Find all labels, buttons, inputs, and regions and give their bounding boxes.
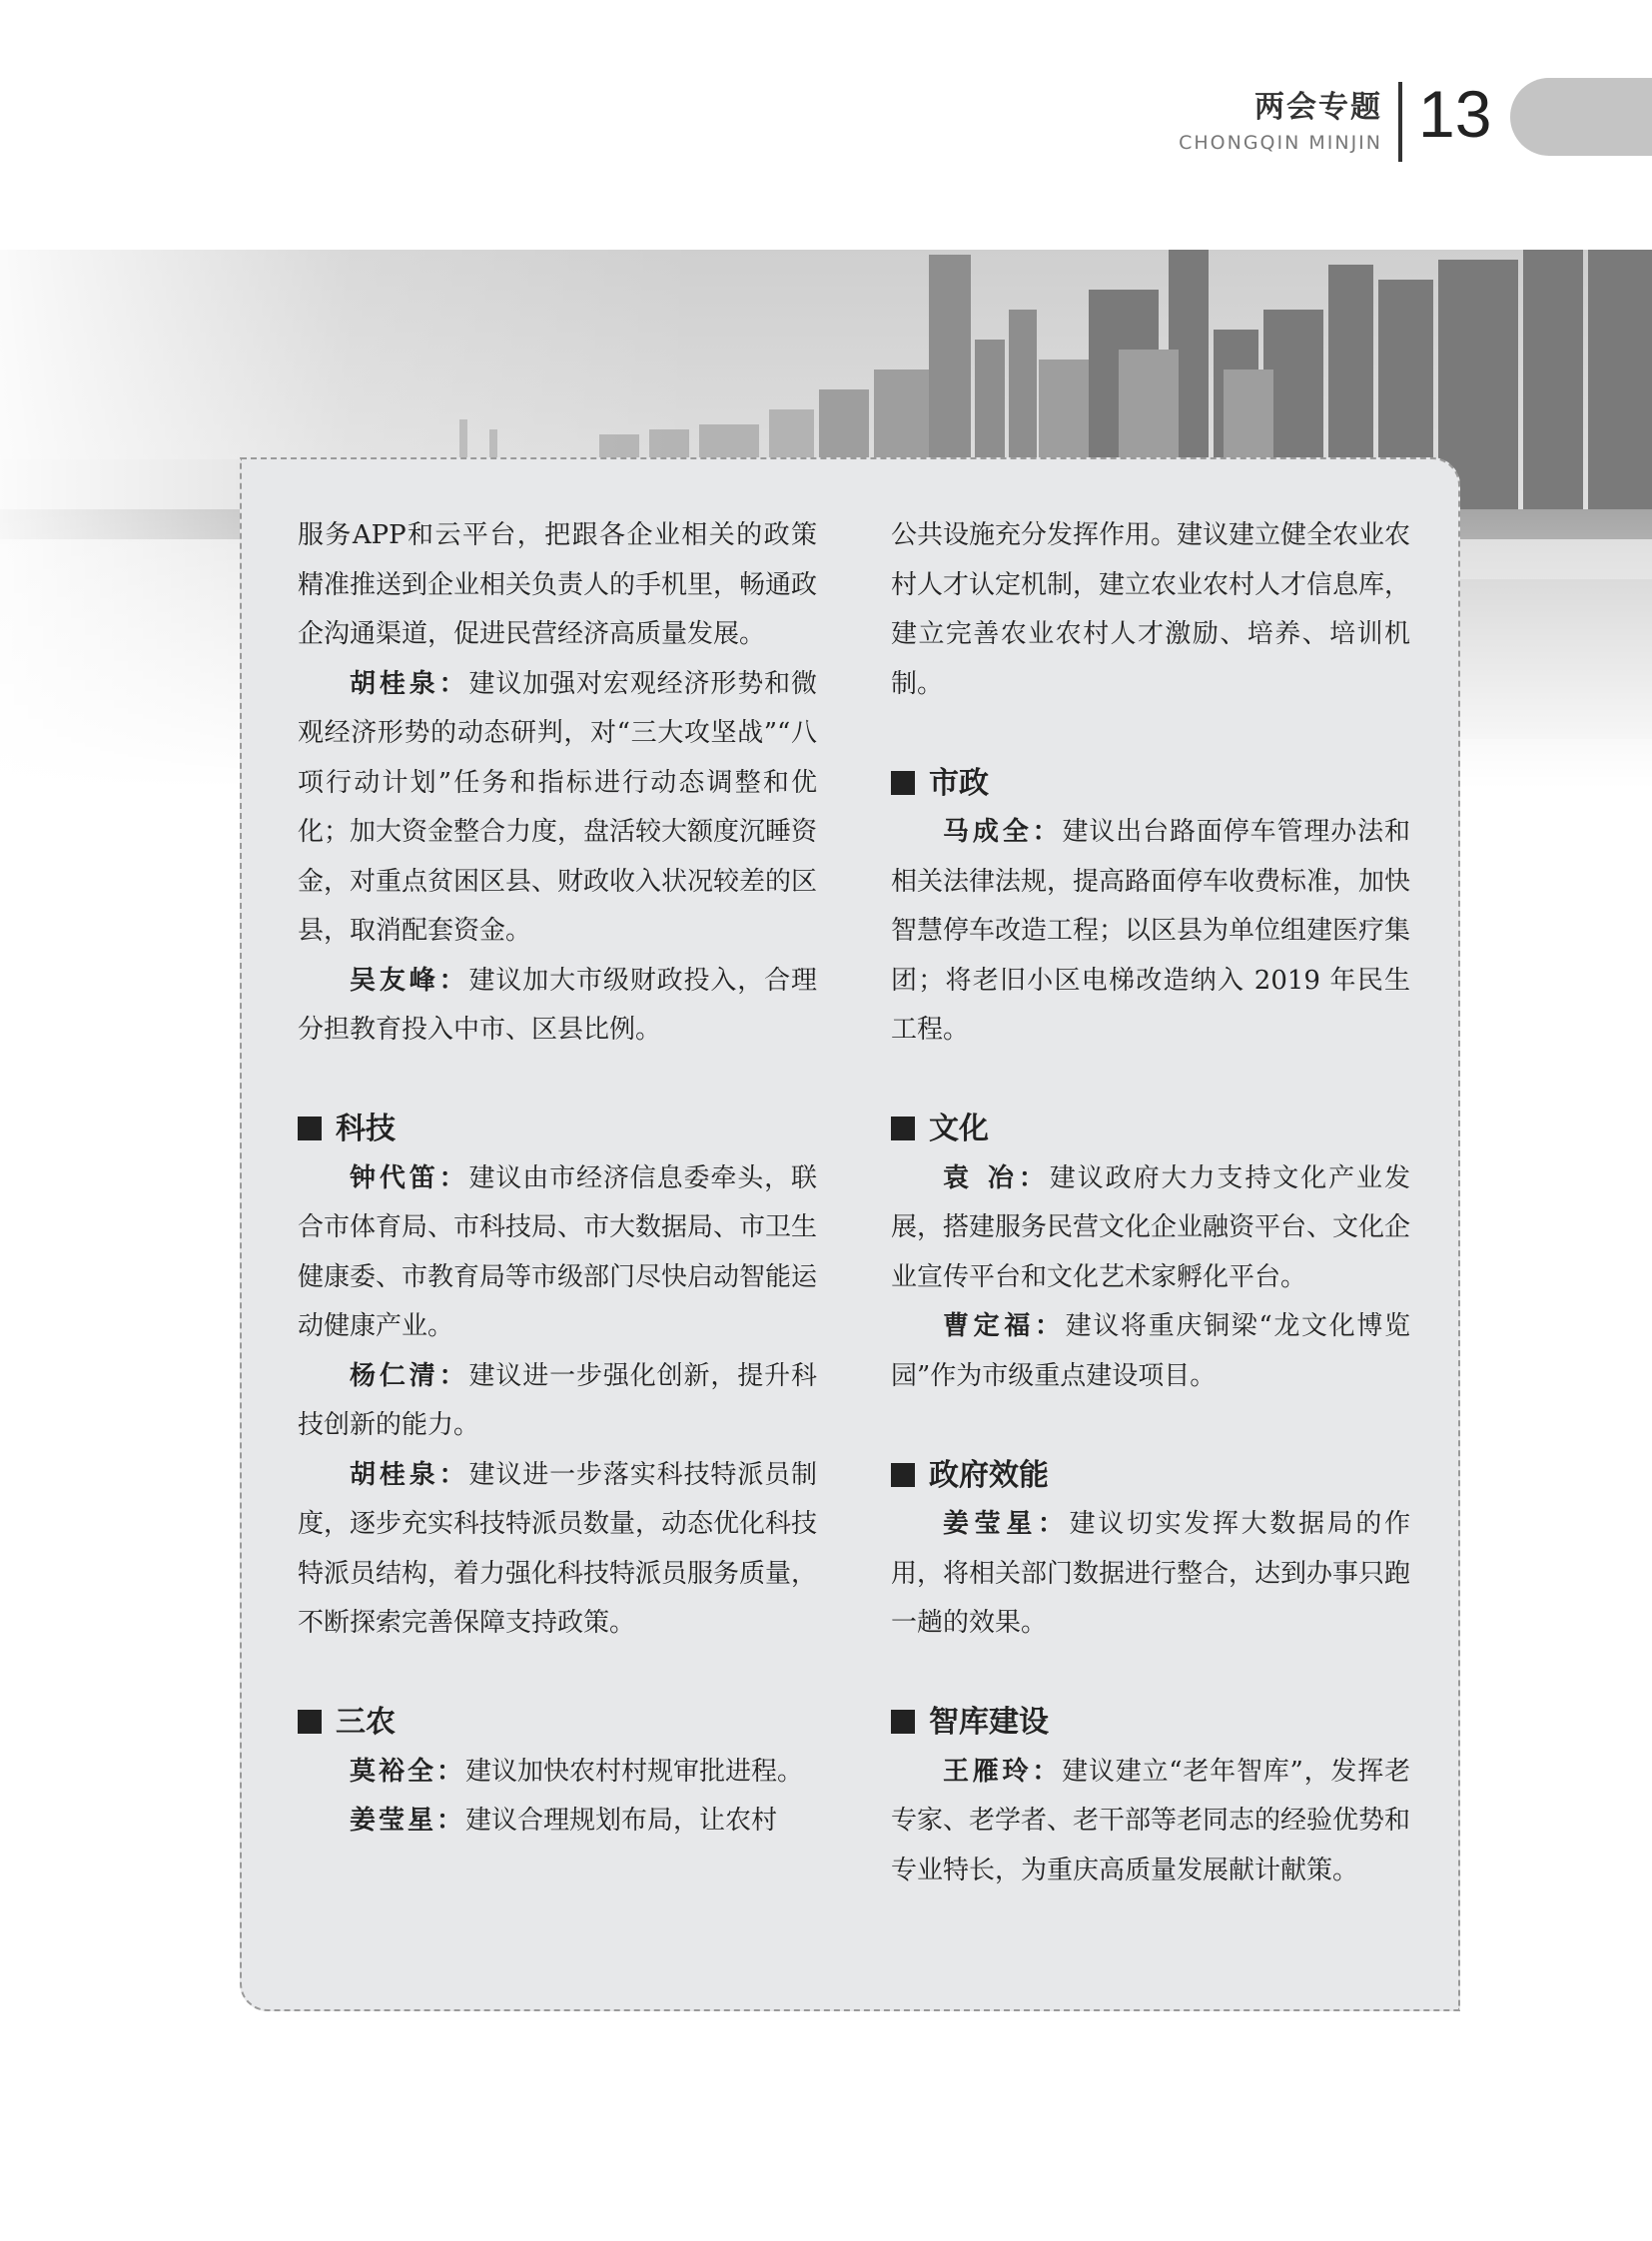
speaker-name: 姜莹星： — [350, 1806, 466, 1836]
paragraph-text: 建议出台路面停车管理办法和相关法律法规，提高路面停车收费标准，加快智慧停车改造工程；以区县为单位组建医疗集团；将老旧小区电梯改造纳入 2019 年民生工程。 — [891, 817, 1411, 1045]
paragraph — [298, 1748, 817, 1798]
paragraph-text: 建议切实发挥大数据局的作用，将相关部门数据进行整合，达到办事只跑一趟的效果。 — [891, 1509, 1411, 1638]
speaker-name: 王雁玲： — [943, 1756, 1063, 1787]
paragraph — [298, 957, 817, 1056]
speaker-name: 杨仁清： — [350, 1360, 469, 1391]
paragraph-text: 建议进一步落实科技特派员制度，逐步充实科技特派员数量，动态优化科技特派员结构，着力强化科技特派员服务质量，不断探索完善保障支持政策。 — [298, 1459, 818, 1638]
square-bullet-icon — [891, 1463, 915, 1487]
heading-text: 文化 — [929, 1112, 989, 1146]
paragraph — [298, 1451, 817, 1649]
square-bullet-icon — [891, 1117, 915, 1140]
section-heading-gov — [891, 1451, 1410, 1501]
paragraph — [298, 1154, 817, 1352]
section-heading-municipal — [891, 759, 1410, 809]
header-divider — [1398, 82, 1402, 162]
section-heading-agri — [298, 1698, 817, 1748]
section-heading-think — [891, 1698, 1410, 1748]
section-heading-tech — [298, 1105, 817, 1154]
speaker-name: 袁 冶： — [943, 1162, 1050, 1193]
paragraph-text: 建议建立“老年智库”，发挥老专家、老学者、老干部等老同志的经验优势和专业特长，为重庆高质量发展献计献策。 — [891, 1756, 1411, 1885]
paragraph-text: 建议合理规划布局，让农村 — [465, 1806, 778, 1836]
speaker-name: 吴友峰： — [350, 965, 469, 996]
speaker-name: 马成全： — [943, 817, 1063, 847]
paragraph — [891, 808, 1410, 1056]
paragraph — [298, 1352, 817, 1451]
section-title: 两会专题 — [1254, 90, 1382, 125]
paragraph — [891, 1154, 1410, 1303]
paragraph — [891, 1302, 1410, 1401]
heading-text: 三农 — [336, 1705, 396, 1740]
section-subtitle: CHONGQIN MINJIN — [1179, 132, 1382, 154]
page-header — [0, 60, 1652, 170]
right-column — [891, 511, 1410, 1895]
speaker-name: 胡桂泉： — [350, 668, 469, 699]
speaker-name: 钟代笛： — [350, 1162, 469, 1193]
heading-text: 市政 — [929, 765, 989, 801]
square-bullet-icon — [891, 771, 915, 795]
paragraph — [891, 1748, 1410, 1896]
page-tab — [1510, 78, 1652, 156]
heading-text: 政府效能 — [929, 1457, 1049, 1493]
paragraph: 服务APP和云平台，把跟各企业相关的政策精准推送到企业相关负责人的手机里，畅通政企沟通渠道，促进民营经济高质量发展。 — [298, 520, 818, 649]
speaker-name: 曹定福： — [943, 1311, 1066, 1341]
paragraph-text: 建议将重庆铜梁“龙文化博览园”作为市级重点建设项目。 — [891, 1311, 1410, 1391]
paragraph-text: 建议进一步强化创新，提升科技创新的能力。 — [298, 1360, 817, 1440]
paragraph — [891, 1500, 1410, 1649]
section-heading-culture — [891, 1105, 1410, 1154]
page-number: 13 — [1418, 77, 1492, 151]
heading-text: 科技 — [336, 1112, 396, 1146]
heading-text: 智库建设 — [929, 1705, 1049, 1740]
speaker-name: 莫裕全： — [350, 1756, 466, 1787]
left-column — [298, 511, 817, 1847]
square-bullet-icon — [891, 1710, 915, 1734]
paragraph-text: 建议加强对宏观经济形势和微观经济形势的动态研判，对“三大攻坚战”“八项行动计划”任务和指标进行动态调整和优化；加大资金整合力度，盘活较大额度沉睡资金，对重点贫困区县、财政收入状况较差的区县，取消配套资金。 — [298, 668, 818, 946]
paragraph — [298, 1797, 817, 1847]
speaker-name: 胡桂泉： — [350, 1459, 469, 1490]
paragraph: 公共设施充分发挥作用。建议建立健全农业农村人才认定机制，建立农业农村人才信息库，建立完善农业农村人才激励、培养、培训机制。 — [891, 520, 1411, 699]
square-bullet-icon — [298, 1710, 322, 1734]
paragraph — [298, 660, 817, 957]
speaker-name: 姜莹星： — [943, 1509, 1070, 1539]
paragraph-text: 建议由市经济信息委牵头，联合市体育局、市科技局、市大数据局、市卫生健康委、市教育局等市级部门尽快启动智能运动健康产业。 — [298, 1162, 818, 1341]
square-bullet-icon — [298, 1117, 322, 1140]
paragraph-text: 建议加大市级财政投入，合理分担教育投入中市、区县比例。 — [298, 965, 817, 1045]
paragraph-text: 建议政府大力支持文化产业发展，搭建服务民营文化企业融资平台、文化企业宣传平台和文化艺术家孵化平台。 — [891, 1162, 1411, 1292]
paragraph-text: 建议加快农村村规审批进程。 — [465, 1756, 804, 1787]
